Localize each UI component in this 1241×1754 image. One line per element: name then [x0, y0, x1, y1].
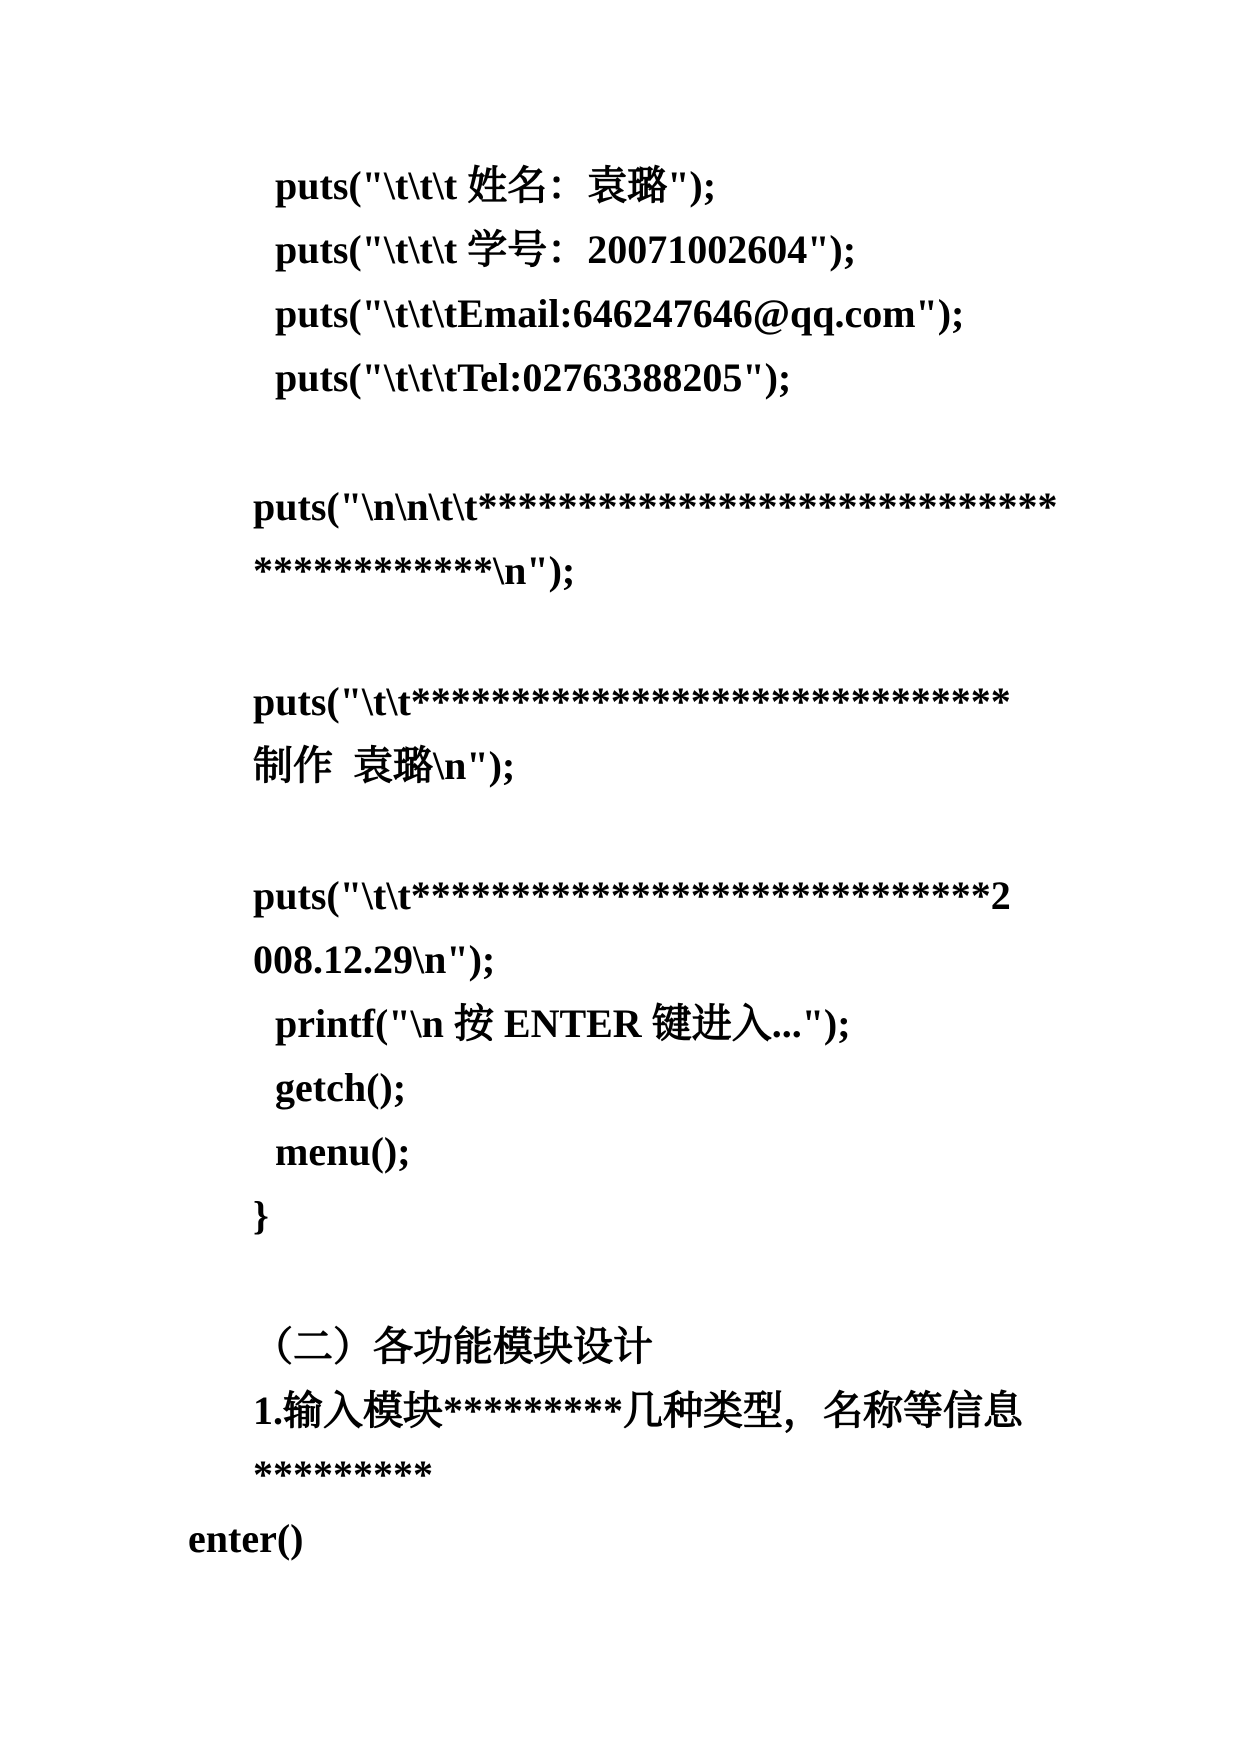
- code-line-printf-enter: printf("\n 按 ENTER 键进入...");: [275, 1001, 851, 1046]
- code-line-puts-stars-2-cont: 制作 袁璐\n");: [253, 743, 516, 788]
- code-line-puts-name: puts("\t\t\t 姓名：袁璐");: [275, 163, 717, 208]
- code-line-puts-stars-3: puts("\t\t*****************************2: [253, 873, 1011, 918]
- code-line-puts-tel: puts("\t\t\tTel:02763388205");: [275, 355, 792, 400]
- code-line-closing-brace: }: [253, 1193, 269, 1238]
- code-line-getch: getch();: [275, 1065, 407, 1110]
- code-line-puts-stars-1-cont: ************\n");: [253, 548, 576, 593]
- subsection-heading-cont: *********: [253, 1452, 433, 1497]
- code-line-menu: menu();: [275, 1129, 411, 1174]
- function-name-enter: enter(): [188, 1516, 304, 1561]
- code-line-puts-email: puts("\t\t\tEmail:646247646@qq.com");: [275, 291, 965, 336]
- code-line-puts-stars-1: puts("\n\n\t\t*****************************: [253, 484, 1058, 529]
- code-line-puts-stars-3-cont: 008.12.29\n");: [253, 937, 496, 982]
- subsection-heading: 1.输入模块*********几种类型，名称等信息: [253, 1388, 1023, 1433]
- code-line-puts-student-id: puts("\t\t\t 学号：20071002604");: [275, 227, 857, 272]
- code-line-puts-stars-2: puts("\t\t******************************: [253, 679, 1011, 724]
- section-heading: （二）各功能模块设计: [253, 1324, 653, 1369]
